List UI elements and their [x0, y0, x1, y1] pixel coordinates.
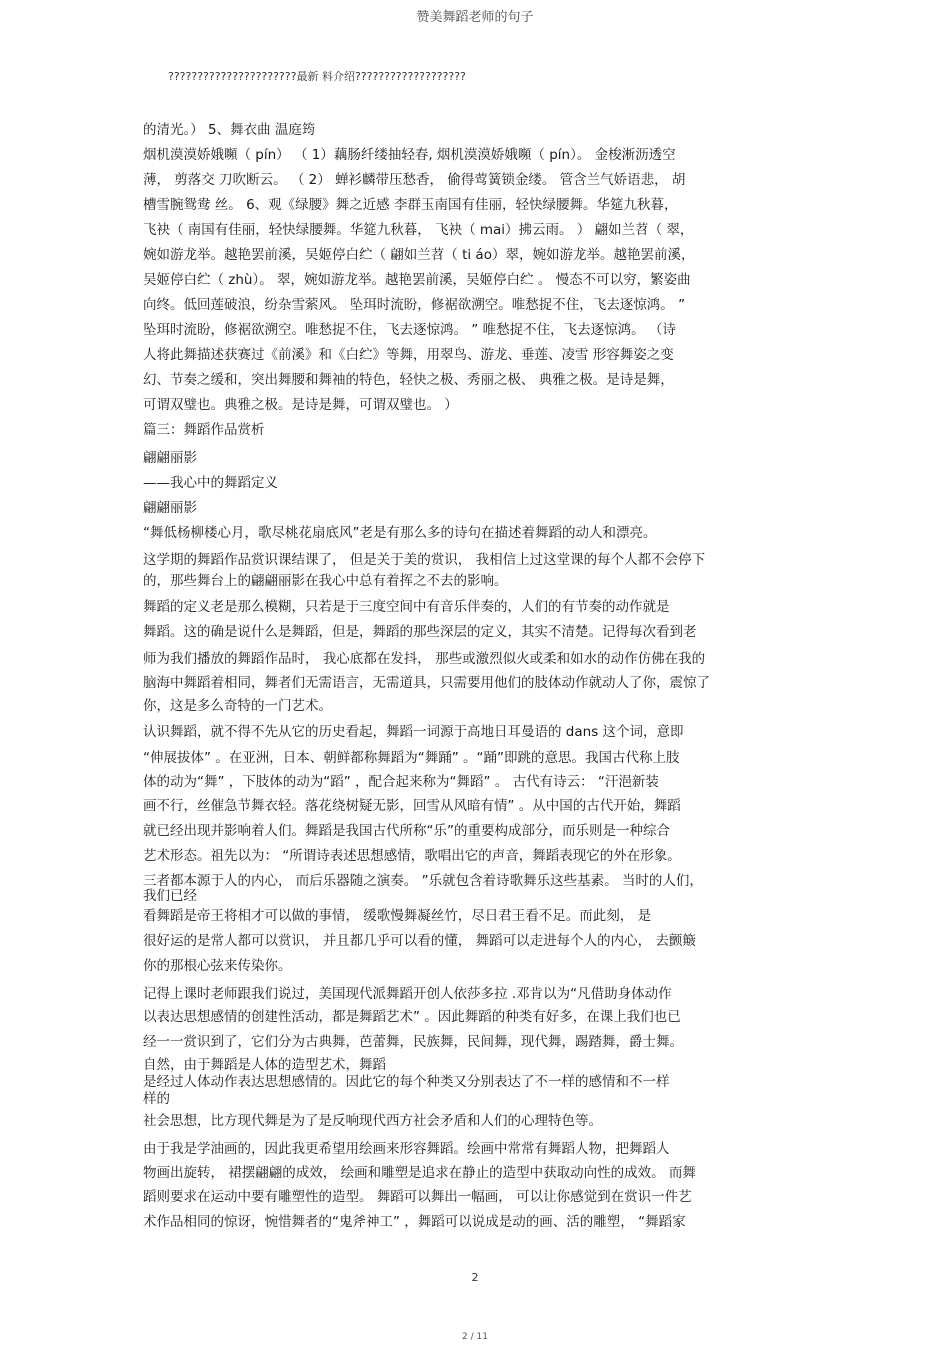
text-line: 艺术形态。祖先以为： “所谓诗表述思想感情，歌唱出它的声音，舞蹈表现它的外在形象。: [143, 848, 681, 864]
text-line: 你，这是多么奇特的一门艺术。: [143, 698, 332, 714]
text-line: 样的: [143, 1091, 170, 1107]
text-line: 体的动为“舞” ，下肢体的动为“蹈” ，配合起来称为“舞蹈” 。 古代有诗云： “汗浥新装: [143, 774, 659, 790]
text-line: 可谓双璧也。典雅之极。是诗是舞，可谓双璧也。 ）: [143, 397, 458, 413]
text-line: 飞袂（ 南国有佳丽，轻快绿腰舞。华筵九秋暮， 飞袂（ mai）拂云雨。 ） 翩如兰苕（ 翠，: [143, 222, 694, 238]
text-line: 舞蹈的定义老是那么模糊，只若是于三度空间中有音乐伴奏的，人们的有节奏的动作就是: [143, 599, 670, 615]
text-line: 吴姬停白纻（ zhù）。 翠，婉如游龙举。越艳罢前溪，吴姬停白纻 。 慢态不可以穷，繁姿曲: [143, 272, 691, 288]
text-line: 薄， 剪落交 刀吹断云。 （ 2） 蝉衫麟带压愁香， 偷得莺簧锁金缕。 管含兰气娇语悲， 胡: [143, 172, 686, 188]
text-line: 我们已经: [143, 888, 197, 904]
text-line: 师为我们播放的舞蹈作品时， 我心底都在发抖， 那些或激烈似火或柔和如水的动作仿佛在我的: [143, 651, 706, 667]
text-line: 画不行，丝催急节舞衣轻。落花绕树疑无影，回雪从风暗有情” 。从中国的古代开始，舞蹈: [143, 798, 681, 814]
text-line: 很好运的是常人都可以赏识， 并且都几乎可以看的懂， 舞蹈可以走进每个人的内心， 去颤簸: [143, 933, 696, 949]
text-line: 脑海中舞蹈着相同，舞者们无需语言，无需道具，只需要用他们的肢体动作就动人了你，震惊了: [143, 675, 710, 691]
text-line: 蹈则要求在运动中要有雕塑性的造型。 舞蹈可以舞出一幅画， 可以让你感觉到在赏识一件艺: [143, 1189, 692, 1205]
page-number: 2: [471, 1271, 479, 1284]
text-line: 社会思想，比方现代舞是为了是反响现代西方社会矛盾和人们的心理特色等。: [143, 1113, 602, 1129]
text-line: 物画出旋转， 裙摆翩翩的成效， 绘画和雕塑是追求在静止的造型中获取动向性的成效。 而舞: [143, 1165, 696, 1181]
text-line: 认识舞蹈，就不得不先从它的历史看起，舞蹈一词源于高地日耳曼语的 dans 这个词，意即: [143, 724, 684, 740]
text-line: 经一一赏识到了，它们分为古典舞，芭蕾舞，民族舞，民间舞，现代舞，踢踏舞，爵士舞。: [143, 1034, 683, 1050]
article-title: 翩翩丽影: [143, 500, 197, 516]
text-line: 由于我是学油画的，因此我更希望用绘画来形容舞蹈。绘画中常常有舞蹈人物，把舞蹈人: [143, 1141, 670, 1157]
text-line: 婉如游龙举。越艳罢前溪，吴姬停白纻（ 翩如兰苕（ ti áo）翠，婉如游龙举。越艳罢前溪，: [143, 247, 695, 263]
page-header: 赞美舞蹈老师的句子: [416, 10, 534, 25]
text-line: “伸展拔体” 。在亚洲，日本、朝鲜都称舞蹈为“舞踊” 。“踊”即跳的意思。我国古代称上肢: [143, 750, 680, 766]
text-line: 你的那根心弦来传染你。: [143, 958, 292, 974]
text-line: 这学期的舞蹈作品赏识课结课了， 但是关于美的赏识， 我相信上过这堂课的每个人都不会停下: [143, 552, 706, 568]
text-line: 向终。低回莲破浪，纷杂雪萦风。 坠珥时流盼，修裾欲溯空。唯愁捉不住，飞去逐惊鸿。 ”: [143, 297, 686, 313]
text-line: 自然，由于舞蹈是人体的造型艺术，舞蹈: [143, 1057, 386, 1073]
text-line: 看舞蹈是帝王将相才可以做的事情， 缓歌慢舞凝丝竹，尽日君王看不足。而此刻， 是: [143, 908, 652, 924]
text-line: 人将此舞描述获赛过《前溪》和《白纻》等舞，用翠鸟、游龙、垂莲、凌雪 形容舞姿之变: [143, 347, 674, 363]
text-line: 烟机漠漠娇娥嚬（ pín） （ 1）藕肠纤缕抽轻春, 烟机漠漠娇娥嚬（ pín）。 金梭淅沥透空: [143, 147, 676, 163]
text-line: 三者都本源于人的内心， 而后乐器随之演奏。 ”乐就包含着诗歌舞乐这些基素。 当时的人们，: [143, 873, 703, 889]
text-line: 术作品相同的惊讶，惋惜舞者的“鬼斧神工” ，舞蹈可以说成是动的画、活的雕塑， “舞蹈家: [143, 1214, 686, 1230]
text-line: “舞低杨柳楼心月，歌尽桃花扇底风”老是有那么多的诗句在描述着舞蹈的动人和漂亮。: [143, 525, 657, 541]
text-line: 坠珥时流盼，修裾欲溯空。唯愁捉不住，飞去逐惊鸿。 ” 唯愁捉不住，飞去逐惊鸿。 （诗: [143, 322, 676, 338]
text-line: 就已经出现并影响着人们。舞蹈是我国古代所称“乐”的重要构成部分，而乐则是一种综合: [143, 823, 670, 839]
text-line: 以表达思想感情的创建性活动，都是舞蹈艺术” 。因此舞蹈的种类有好多，在课上我们也已: [143, 1009, 681, 1025]
text-line: 舞蹈。这的确是说什么是舞蹈，但是，舞蹈的那些深层的定义，其实不清楚。记得每次看到老: [143, 624, 697, 640]
text-line: 幻、节奏之缓和，突出舞腰和舞袖的特色，轻快之极、秀丽之极、 典雅之极。是诗是舞，: [143, 372, 674, 388]
text-line: 槽雪腕鸳鸯 丝。 6、观《绿腰》舞之近感 李群玉南国有佳丽，轻快绿腰舞。华筵九秋暮，: [143, 197, 678, 213]
article-subtitle: ——我心中的舞蹈定义: [143, 475, 278, 491]
section-heading: 篇三：舞蹈作品赏析: [143, 422, 265, 438]
meta-line: ??????????????????????最新 料介绍???????????????????: [168, 70, 466, 83]
article-title: 翩翩丽影: [143, 450, 197, 466]
text-line: 是经过人体动作表达思想感情的。因此它的每个种类又分别表达了不一样的感情和不一样: [143, 1074, 670, 1090]
text-line: 的清光。） 5、舞衣曲 温庭筠: [143, 122, 316, 138]
page-footer: 2 / 11: [462, 1332, 488, 1342]
text-line: 的，那些舞台上的翩翩丽影在我心中总有着挥之不去的影响。: [143, 573, 508, 589]
text-line: 记得上课时老师跟我们说过，美国现代派舞蹈开创人依莎多拉 .邓肯以为“凡借助身体动作: [143, 986, 672, 1002]
